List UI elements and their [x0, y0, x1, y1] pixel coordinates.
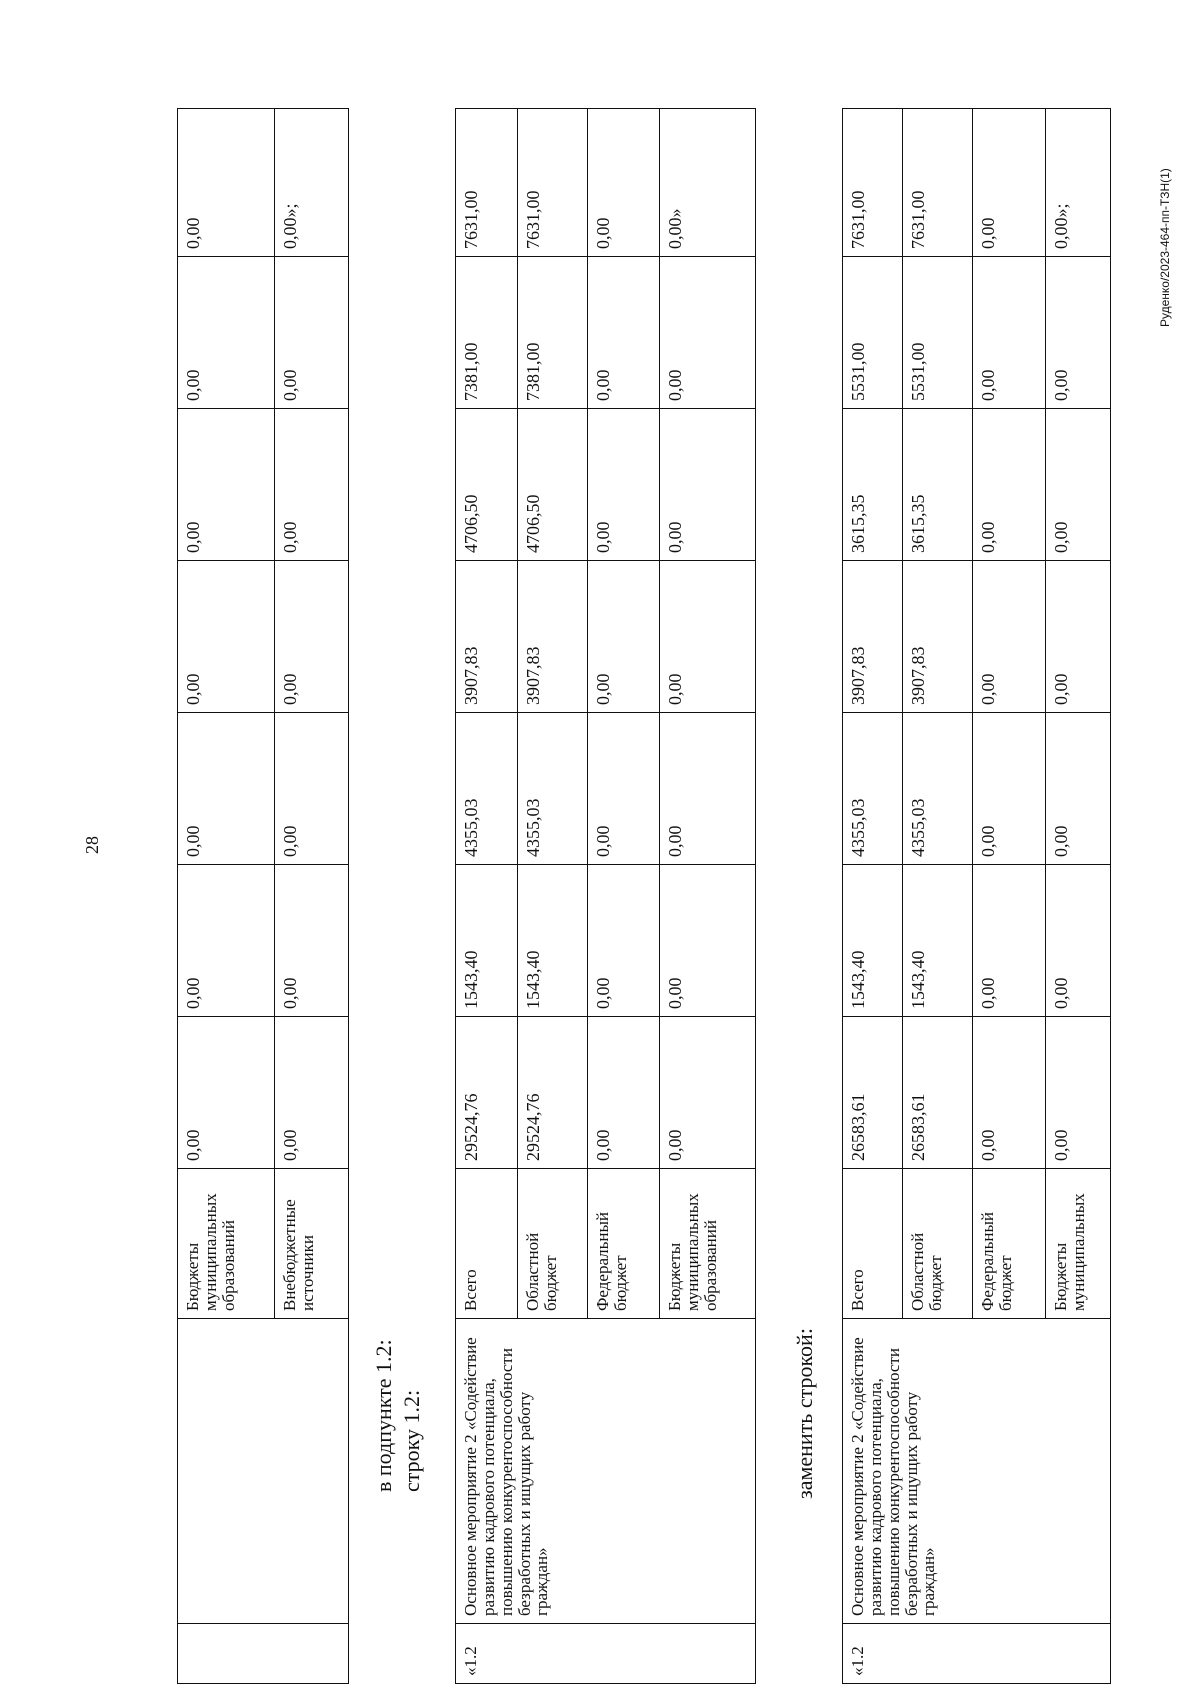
num-cell: «1.2	[843, 1624, 1111, 1684]
value-cell: 0,00	[178, 409, 275, 561]
value-cell: 0,00	[973, 257, 1046, 409]
heading-line: строку 1.2:	[398, 1389, 424, 1492]
value-cell: 0,00	[178, 865, 275, 1017]
value-cell: 5531,00	[843, 257, 903, 409]
value-cell: 0,00	[973, 865, 1046, 1017]
value-cell: 0,00	[275, 1017, 349, 1169]
value-cell: 0,00	[588, 561, 660, 713]
value-cell: 0,00	[178, 257, 275, 409]
value-cell: 7631,00	[518, 109, 588, 257]
source-cell: Всего	[456, 1169, 518, 1319]
value-cell: 7631,00	[456, 109, 518, 257]
value-cell: 5531,00	[903, 257, 973, 409]
source-cell: Бюджеты муниципальных образований	[178, 1169, 275, 1319]
value-cell: 0,00»	[660, 109, 756, 257]
value-cell: 0,00»;	[275, 109, 349, 257]
value-cell: 4706,50	[456, 409, 518, 561]
value-cell: 3907,83	[903, 561, 973, 713]
source-cell: Внебюджетные источники	[275, 1169, 349, 1319]
value-cell: 0,00	[588, 1017, 660, 1169]
value-cell: 0,00	[660, 561, 756, 713]
source-cell: Областной бюджет	[518, 1169, 588, 1319]
table-row	[178, 109, 275, 1684]
value-cell: 0,00	[1046, 257, 1111, 409]
value-cell: 0,00	[973, 561, 1046, 713]
value-cell: 0,00	[1046, 409, 1111, 561]
value-cell: 4355,03	[843, 713, 903, 865]
table-row	[456, 109, 518, 1684]
source-cell: Федеральный бюджет	[588, 1169, 660, 1319]
value-cell: 0,00	[275, 561, 349, 713]
value-cell: 1543,40	[903, 865, 973, 1017]
name-cell	[178, 1319, 349, 1624]
value-cell: 1543,40	[518, 865, 588, 1017]
page-number: 28	[82, 836, 102, 854]
value-cell: 4706,50	[518, 409, 588, 561]
table-old-row	[455, 108, 756, 1684]
value-cell: 7631,00	[903, 109, 973, 257]
value-cell: 0,00	[660, 865, 756, 1017]
value-cell: 0,00	[973, 409, 1046, 561]
source-cell: Всего	[843, 1169, 903, 1319]
table-continuation	[177, 108, 349, 1684]
value-cell: 0,00	[178, 713, 275, 865]
value-cell: 0,00	[588, 713, 660, 865]
value-cell: 1543,40	[843, 865, 903, 1017]
document-code: Руденко/2023-464-пп-ТЗН(1)	[1158, 168, 1172, 327]
value-cell: 0,00	[660, 1017, 756, 1169]
value-cell: 0,00	[1046, 1017, 1111, 1169]
name-cell: Основное мероприятие 2 «Содействие развитию кадрового потенциала, повышению конкурентоспособности безработных и ищущих работу граждан»	[456, 1319, 756, 1624]
value-cell: 0,00	[973, 713, 1046, 865]
num-cell: «1.2	[456, 1624, 756, 1684]
value-cell: 0,00	[660, 257, 756, 409]
heading-replace: заменить строкой:	[792, 1328, 817, 1499]
value-cell: 0,00	[973, 109, 1046, 257]
value-cell: 29524,76	[456, 1017, 518, 1169]
table-new-row	[842, 108, 1111, 1684]
value-cell: 4355,03	[518, 713, 588, 865]
value-cell: 0,00	[973, 1017, 1046, 1169]
value-cell: 0,00	[588, 865, 660, 1017]
value-cell: 0,00	[1046, 561, 1111, 713]
value-cell: 0,00	[275, 865, 349, 1017]
value-cell: 26583,61	[843, 1017, 903, 1169]
source-cell: Федеральный бюджет	[973, 1169, 1046, 1319]
source-cell: Областной бюджет	[903, 1169, 973, 1319]
heading-in-subitem	[370, 1339, 425, 1492]
name-cell: Основное мероприятие 2 «Содействие развитию кадрового потенциала, повышению конкурентоспособности безработных и ищущих работу граждан»	[843, 1319, 1111, 1624]
value-cell: 0,00	[275, 713, 349, 865]
value-cell: 0,00	[275, 409, 349, 561]
value-cell: 0,00»;	[1046, 109, 1111, 257]
value-cell: 0,00	[588, 109, 660, 257]
num-cell	[178, 1624, 349, 1684]
value-cell: 3907,83	[456, 561, 518, 713]
value-cell: 0,00	[178, 1017, 275, 1169]
value-cell: 0,00	[1046, 865, 1111, 1017]
source-cell: Бюджеты муниципальных образований	[660, 1169, 756, 1319]
value-cell: 0,00	[588, 409, 660, 561]
value-cell: 3907,83	[843, 561, 903, 713]
value-cell: 0,00	[1046, 713, 1111, 865]
value-cell: 0,00	[588, 257, 660, 409]
value-cell: 1543,40	[456, 865, 518, 1017]
value-cell: 4355,03	[456, 713, 518, 865]
value-cell: 0,00	[178, 109, 275, 257]
table-row	[843, 109, 903, 1684]
value-cell: 7631,00	[843, 109, 903, 257]
value-cell: 0,00	[660, 713, 756, 865]
value-cell: 0,00	[275, 257, 349, 409]
source-cell: Бюджеты муниципальных	[1046, 1169, 1111, 1319]
value-cell: 0,00	[178, 561, 275, 713]
value-cell: 7381,00	[456, 257, 518, 409]
value-cell: 3907,83	[518, 561, 588, 713]
value-cell: 3615,35	[843, 409, 903, 561]
value-cell: 3615,35	[903, 409, 973, 561]
value-cell: 4355,03	[903, 713, 973, 865]
value-cell: 29524,76	[518, 1017, 588, 1169]
heading-line: в подпункте 1.2:	[371, 1339, 396, 1492]
value-cell: 7381,00	[518, 257, 588, 409]
value-cell: 26583,61	[903, 1017, 973, 1169]
value-cell: 0,00	[660, 409, 756, 561]
